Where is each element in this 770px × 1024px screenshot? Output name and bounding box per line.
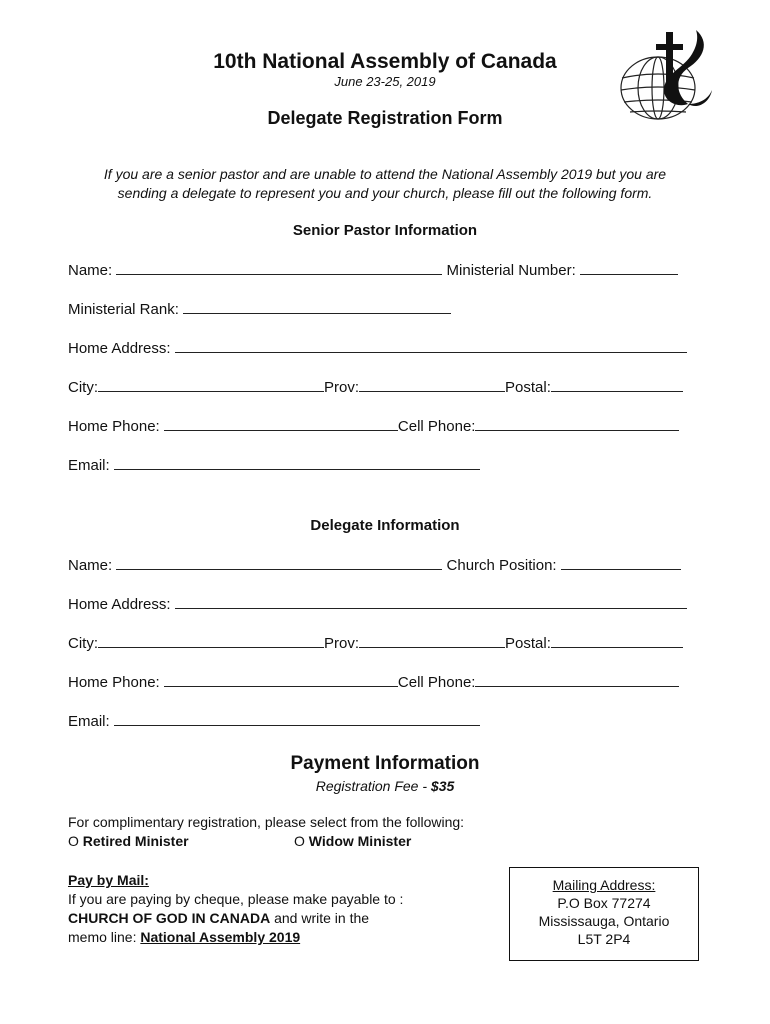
intro-text xyxy=(0,165,770,203)
pay-by-mail-block xyxy=(68,871,488,947)
delegate-city-field[interactable] xyxy=(98,633,324,648)
delegate-home-phone-label: Home Phone: xyxy=(68,674,160,691)
pastor-ministerial-number-field[interactable] xyxy=(580,260,678,275)
mailing-address-line-1: P.O Box 77274 xyxy=(557,895,651,911)
registration-fee xyxy=(0,778,770,794)
delegate-postal-label: Postal: xyxy=(505,635,551,652)
delegate-prov-field[interactable] xyxy=(359,633,505,648)
payment-heading: Payment Information xyxy=(290,753,480,774)
delegate-city-row xyxy=(68,633,683,653)
event-dates: June 23-25, 2019 xyxy=(334,74,436,89)
delegate-email-row xyxy=(68,711,480,731)
pastor-cell-phone-label: Cell Phone: xyxy=(397,418,476,435)
pastor-city-field[interactable] xyxy=(98,377,324,392)
delegate-cell-phone-field[interactable] xyxy=(475,672,679,687)
pay-by-mail-line-2: and write in the xyxy=(270,910,370,926)
delegate-address-row xyxy=(68,594,687,614)
delegate-prov-label: Prov: xyxy=(324,635,360,652)
pastor-phone-row xyxy=(68,416,679,436)
retired-minister-label: Retired Minister xyxy=(82,833,189,849)
delegate-home-address-field[interactable] xyxy=(175,594,687,609)
pastor-home-phone-field[interactable] xyxy=(164,416,398,431)
pay-by-mail-line-1: If you are paying by cheque, please make payable to : xyxy=(68,891,404,907)
mailing-address-box xyxy=(509,867,699,961)
delegate-home-phone-field[interactable] xyxy=(164,672,398,687)
pastor-name-field[interactable] xyxy=(116,260,442,275)
delegate-name-row xyxy=(68,555,681,575)
memo-prefix: memo line: xyxy=(68,929,141,945)
pastor-prov-label: Prov: xyxy=(324,379,360,396)
registration-fee-label: Registration Fee - xyxy=(315,778,431,794)
page-title: 10th National Assembly of Canada xyxy=(213,50,557,73)
delegate-church-position-field[interactable] xyxy=(561,555,681,570)
form-title: Delegate Registration Form xyxy=(267,108,503,128)
pastor-city-label: City: xyxy=(68,379,98,396)
intro-line-1: If you are a senior pastor and are unable to attend the National Assembly 2019 but you are xyxy=(103,166,667,182)
delegate-cell-phone-label: Cell Phone: xyxy=(397,674,476,691)
mailing-address-title: Mailing Address: xyxy=(552,877,656,893)
pastor-email-field[interactable] xyxy=(114,455,480,470)
delegate-email-label: Email: xyxy=(68,713,110,730)
pastor-name-row xyxy=(68,260,678,280)
pastor-rank-row xyxy=(68,299,451,319)
registration-fee-amount: $35 xyxy=(430,778,455,794)
pastor-postal-label: Postal: xyxy=(505,379,551,396)
pastor-ministerial-rank-label: Ministerial Rank: xyxy=(68,301,179,318)
pastor-ministerial-rank-field[interactable] xyxy=(183,299,451,314)
pastor-postal-field[interactable] xyxy=(551,377,683,392)
pastor-home-address-label: Home Address: xyxy=(68,340,171,357)
widow-minister-option[interactable] xyxy=(294,832,411,851)
widow-minister-radio[interactable]: O xyxy=(294,833,305,849)
complimentary-text: For complimentary registration, please select from the following: xyxy=(68,814,465,830)
pastor-home-phone-label: Home Phone: xyxy=(68,418,160,435)
payee-name: CHURCH OF GOD IN CANADA xyxy=(68,910,271,926)
delegate-name-field[interactable] xyxy=(116,555,442,570)
pastor-address-row xyxy=(68,338,687,358)
delegate-home-address-label: Home Address: xyxy=(68,596,171,613)
pastor-name-label: Name: xyxy=(68,262,113,279)
mailing-address-line-2: Mississauga, Ontario xyxy=(538,913,670,929)
pastor-city-row xyxy=(68,377,683,397)
memo-value: National Assembly 2019 xyxy=(140,929,301,945)
retired-minister-option[interactable] xyxy=(68,832,189,851)
delegate-church-position-label: Church Position: xyxy=(446,557,557,574)
senior-pastor-heading: Senior Pastor Information xyxy=(292,222,478,239)
pay-by-mail-title: Pay by Mail: xyxy=(68,872,149,888)
widow-minister-label: Widow Minister xyxy=(308,833,412,849)
pastor-email-row xyxy=(68,455,480,475)
pastor-ministerial-number-label: Ministerial Number: xyxy=(446,262,576,279)
delegate-email-field[interactable] xyxy=(114,711,480,726)
pastor-cell-phone-field[interactable] xyxy=(475,416,679,431)
delegate-phone-row xyxy=(68,672,679,692)
delegate-heading: Delegate Information xyxy=(310,517,460,534)
intro-line-2: sending a delegate to represent you and your church, please fill out the following form. xyxy=(117,185,653,201)
delegate-city-label: City: xyxy=(68,635,98,652)
pastor-email-label: Email: xyxy=(68,457,110,474)
pastor-home-address-field[interactable] xyxy=(175,338,687,353)
delegate-postal-field[interactable] xyxy=(551,633,683,648)
delegate-name-label: Name: xyxy=(68,557,113,574)
retired-minister-radio[interactable]: O xyxy=(68,833,79,849)
pastor-prov-field[interactable] xyxy=(359,377,505,392)
mailing-address-line-3: L5T 2P4 xyxy=(577,931,631,947)
